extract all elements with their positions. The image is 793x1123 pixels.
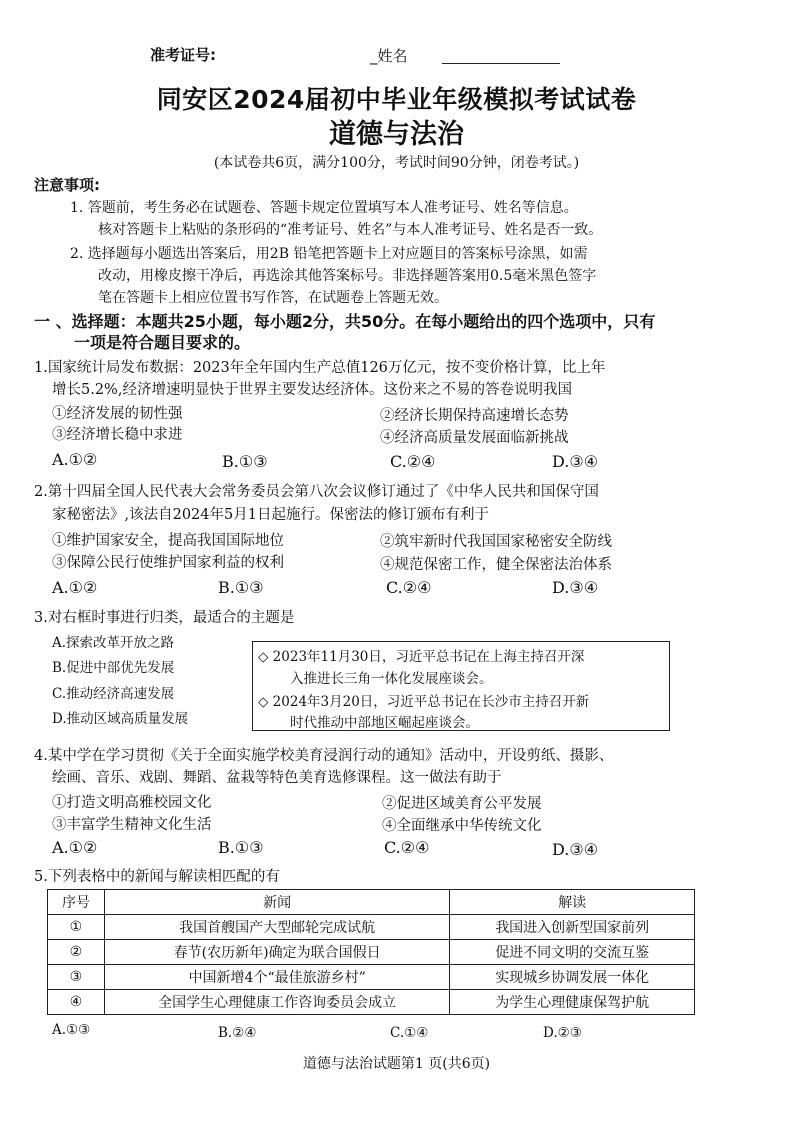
column-header: 序号 [48,890,105,915]
q4-answer-b[interactable]: B.①③ [218,838,264,857]
table-cell: 中国新增4个“最佳旅游乡村” [104,965,449,990]
table-row [48,990,695,1015]
column-header: 新闻 [104,890,449,915]
table-header-row [48,890,695,915]
q5-stem: 5.下列表格中的新闻与解读相匹配的有 [34,869,280,885]
q1-answer-b[interactable]: B.①③ [222,452,268,471]
q1-answer-a[interactable]: A.①② [52,450,98,469]
exam-title: 同安区2024届初中毕业年级模拟考试试卷 [156,85,637,114]
q3-option-a[interactable]: A.探索改革开放之路 [52,635,175,651]
q3-box-item-cont: 时代推动中部地区崛起座谈会。 [290,715,479,731]
q5-table [47,889,695,1015]
q4-answer-a[interactable]: A.①② [52,838,98,857]
notice-line: 2. 选择题每小题选出答案后，用2B 铅笔把答题卡上对应题目的答案标号涂黑，如需 [70,246,588,262]
q4-option-4: ④全面继承中华传统文化 [382,818,542,834]
q5-answer-b[interactable]: B.②④ [218,1025,257,1041]
table-cell: 促进不同文明的交流互鉴 [450,940,695,965]
exam-id-label: 准考证号: [150,46,216,64]
table-row [48,940,695,965]
table-row [48,915,695,940]
q4-answer-c[interactable]: C.②④ [384,838,430,857]
notice-line: 1. 答题前，考生务必在试题卷、答题卡规定位置填写本人准考证号、姓名等信息。 [70,200,578,216]
section-heading-cont: 一项是符合题目要求的。 [74,333,251,352]
table-cell: 我国首艘国产大型邮轮完成试航 [104,915,449,940]
q2-option-3: ③保障公民行使维护国家利益的权利 [52,555,284,571]
q4-option-3: ③丰富学生精神文化生活 [52,817,212,833]
q4-stem: 4.某中学在学习贯彻《关于全面实施学校美育浸润行动的通知》活动中，开设剪纸、摄影、 [34,748,614,764]
q3-stem: 3.对右框时事进行归类，最适合的主题是 [34,610,295,626]
table-cell: 实现城乡协调发展一体化 [450,965,695,990]
table-cell: 我国进入创新型国家前列 [450,915,695,940]
q2-answer-c[interactable]: C.②④ [386,578,432,597]
table-cell: ① [48,915,105,940]
q4-answer-d[interactable]: D.③④ [552,840,599,859]
notice-heading: 注意事项: [34,176,100,194]
q3-box-item: ◇ 2024年3月20日，习近平总书记在长沙市主持召开新 [258,694,590,710]
table-cell: ② [48,940,105,965]
q2-option-2: ②筑牢新时代我国国家秘密安全防线 [380,534,612,550]
q4-option-2: ②促进区域美育公平发展 [382,796,542,812]
q3-box-item: ◇ 2023年11月30日，习近平总书记在上海主持召开深 [258,649,585,665]
q1-stem-cont: 增长5.2%,经济增速明显快于世界主要发达经济体。这份来之不易的答卷说明我国 [52,382,572,398]
q1-stem: 1.国家统计局发布数据：2023年全年国内生产总值126万亿元，按不变价格计算，比上年 [34,360,606,376]
name-label: _姓名 [370,47,408,65]
q4-option-1: ①打造文明高雅校园文化 [52,795,212,811]
table-cell: ③ [48,965,105,990]
q2-answer-d[interactable]: D.③④ [552,578,599,597]
exam-info: (本试卷共6页，满分100分，考试时间90分钟，闭卷考试。) [213,155,580,171]
table-row [48,965,695,990]
q1-option-1: ①经济发展的韧性强 [52,406,183,422]
notice-line: 笔在答题卡上相应位置书写作答，在试题卷上答题无效。 [98,290,448,306]
q2-answer-a[interactable]: A.①② [52,578,98,597]
q2-option-4: ④规范保密工作，健全保密法治体系 [380,557,612,573]
notice-line: 核对答题卡上粘贴的条形码的“准考证号、姓名”与本人准考证号、姓名是否一致。 [98,222,603,238]
q3-option-d[interactable]: D.推动区域高质量发展 [52,711,189,727]
notice-line: 改动，用橡皮擦干净后，再选涂其他答案标号。非选择题答案用0.5毫米黑色签字 [98,268,597,284]
q2-stem: 2.第十四届全国人民代表大会常务委员会第八次会议修订通过了《中华人民共和国保守国 [34,484,599,500]
q5-answer-d[interactable]: D.②③ [543,1025,582,1041]
q1-answer-d[interactable]: D.③④ [552,452,599,471]
q4-stem-cont: 绘画、音乐、戏剧、舞蹈、盆栽等特色美育选修课程。这一做法有助于 [52,770,502,786]
q1-option-2: ②经济长期保持高速增长态势 [380,408,569,424]
q1-option-4: ④经济高质量发展面临新挑战 [380,430,569,446]
q5-answer-c[interactable]: C.①④ [390,1025,429,1041]
q1-answer-c[interactable]: C.②④ [390,452,436,471]
q3-box-item-cont: 入推进长三角一体化发展座谈会。 [290,671,493,687]
subject-title: 道德与法治 [329,119,464,150]
section-heading: 一 、选择题：本题共25小题，每小题2分，共50分。在每小题给出的四个选项中，只有 [34,312,656,331]
q5-answer-a[interactable]: A.①③ [52,1022,91,1038]
q2-answer-b[interactable]: B.①③ [218,578,264,597]
table-cell: ④ [48,990,105,1015]
table-cell: 春节(农历新年)确定为联合国假日 [104,940,449,965]
q1-option-3: ③经济增长稳中求进 [52,427,183,443]
q2-stem-cont: 家秘密法》,该法自2024年5月1日起施行。保密法的修订颁布有利于 [52,507,489,523]
q3-option-c[interactable]: C.推动经济高速发展 [52,686,175,702]
table-cell: 全国学生心理健康工作咨询委员会成立 [104,990,449,1015]
column-header: 解读 [450,890,695,915]
name-blank-line [442,63,560,64]
q2-option-1: ①维护国家安全，提高我国国际地位 [52,533,284,549]
page-footer: 道德与法治试题第1 页(共6页) [302,1056,491,1072]
q3-option-b[interactable]: B.促进中部优先发展 [52,660,175,676]
table-cell: 为学生心理健康保驾护航 [450,990,695,1015]
